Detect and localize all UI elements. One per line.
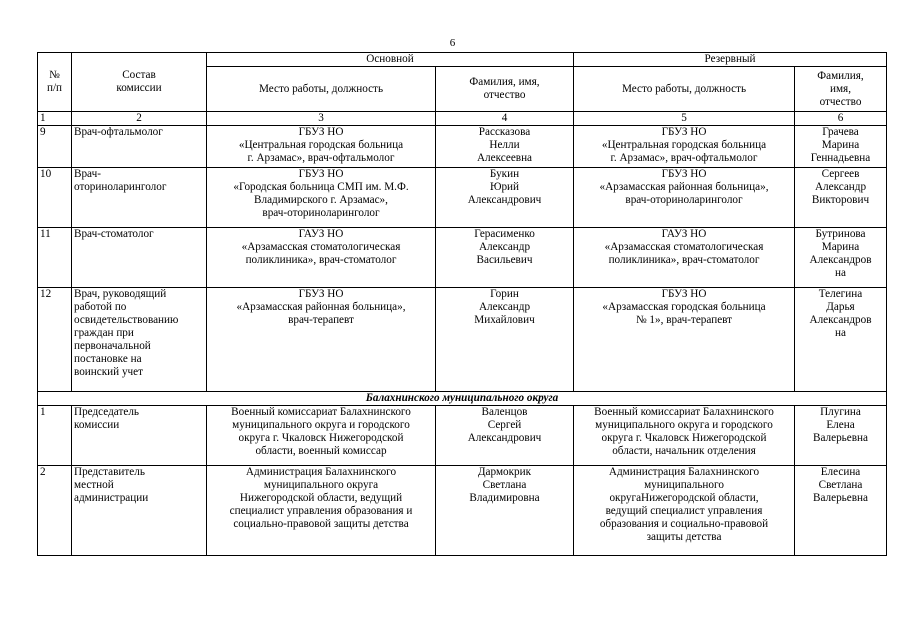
row-number: 1	[38, 406, 72, 466]
reserve-member-name: Плугина Елена Валерьевна	[795, 406, 887, 466]
main-member-name: Дармокрик Светлана Владимировна	[436, 466, 574, 556]
table-row	[38, 168, 887, 228]
table-row	[38, 466, 887, 556]
main-workplace: ГБУЗ НО «Городская больница СМП им. М.Ф. Владимирского г. Арзамас», врач-оториноларинголог	[207, 168, 436, 228]
header-fio-main: Фамилия, имя, отчество	[436, 67, 574, 112]
reserve-member-name: Елесина Светлана Валерьевна	[795, 466, 887, 556]
row-number: 11	[38, 228, 72, 288]
reserve-workplace: ГБУЗ НО «Арзамасская городская больница № 1», врач-терапевт	[574, 288, 795, 392]
header-fio-reserve: Фамилия, имя, отчество	[795, 67, 887, 112]
member-role: Представитель местной администрации	[72, 466, 207, 556]
table-row	[38, 126, 887, 168]
section-title: Балахнинского муниципального округа	[38, 392, 887, 406]
page-number: 6	[449, 37, 456, 49]
main-member-name: Валенцов Сергей Александрович	[436, 406, 574, 466]
column-number: 3	[207, 112, 436, 126]
main-workplace: ГБУЗ НО «Центральная городская больница г. Арзамас», врач-офтальмолог	[207, 126, 436, 168]
main-workplace: ГАУЗ НО «Арзамасская стоматологическая поликлиника», врач-стоматолог	[207, 228, 436, 288]
reserve-member-name: Сергеев Александр Викторович	[795, 168, 887, 228]
column-number: 4	[436, 112, 574, 126]
commission-table	[37, 52, 887, 556]
row-number: 9	[38, 126, 72, 168]
column-number: 1	[38, 112, 72, 126]
table-row	[38, 228, 887, 288]
column-number: 2	[72, 112, 207, 126]
table-row	[38, 406, 887, 466]
main-workplace: Администрация Балахнинского муниципального округа Нижегородской области, ведущий специалист управления образования и социально-правовой защиты детства	[207, 466, 436, 556]
reserve-workplace: ГАУЗ НО «Арзамасская стоматологическая поликлиника», врач-стоматолог	[574, 228, 795, 288]
member-role: Врач- оториноларинголог	[72, 168, 207, 228]
reserve-workplace: Администрация Балахнинского муниципального округаНижегородской области, ведущий специалист управления образования и социально-правовой защиты детства	[574, 466, 795, 556]
main-workplace: Военный комиссариат Балахнинского муниципального округа и городского округа г. Чкаловск Нижегородской области, военный комиссар	[207, 406, 436, 466]
header-composition: Состав комиссии	[72, 53, 207, 112]
main-member-name: Герасименко Александр Васильевич	[436, 228, 574, 288]
main-member-name: Горин Александр Михайлович	[436, 288, 574, 392]
row-number: 12	[38, 288, 72, 392]
main-member-name: Букин Юрий Александрович	[436, 168, 574, 228]
member-role: Врач-офтальмолог	[72, 126, 207, 168]
header-workplace-reserve: Место работы, должность	[574, 67, 795, 112]
main-member-name: Рассказова Нелли Алексеевна	[436, 126, 574, 168]
member-role: Врач, руководящий работой по освидетельствованию граждан при первоначальной постановке на воинский учет	[72, 288, 207, 392]
member-role: Председатель комиссии	[72, 406, 207, 466]
header-workplace-main: Место работы, должность	[207, 67, 436, 112]
column-numbers-row	[38, 112, 887, 126]
column-number: 6	[795, 112, 887, 126]
reserve-workplace: ГБУЗ НО «Арзамасская районная больница», врач-оториноларинголог	[574, 168, 795, 228]
reserve-member-name: Телегина Дарья Александров на	[795, 288, 887, 392]
table-row	[38, 288, 887, 392]
reserve-workplace: Военный комиссариат Балахнинского муниципального округа и городского округа г. Чкаловск Нижегородской области, начальник отделения	[574, 406, 795, 466]
header-reserve: Резервный	[574, 53, 887, 67]
reserve-member-name: Грачева Марина Геннадьевна	[795, 126, 887, 168]
reserve-workplace: ГБУЗ НО «Центральная городская больница г. Арзамас», врач-офтальмолог	[574, 126, 795, 168]
row-number: 10	[38, 168, 72, 228]
reserve-member-name: Бутринова Марина Александров на	[795, 228, 887, 288]
column-number: 5	[574, 112, 795, 126]
section-row	[38, 392, 887, 406]
header-num: № п/п	[38, 53, 72, 112]
row-number: 2	[38, 466, 72, 556]
header-row-1	[38, 53, 887, 67]
header-main: Основной	[207, 53, 574, 67]
member-role: Врач-стоматолог	[72, 228, 207, 288]
main-workplace: ГБУЗ НО «Арзамасская районная больница», врач-терапевт	[207, 288, 436, 392]
